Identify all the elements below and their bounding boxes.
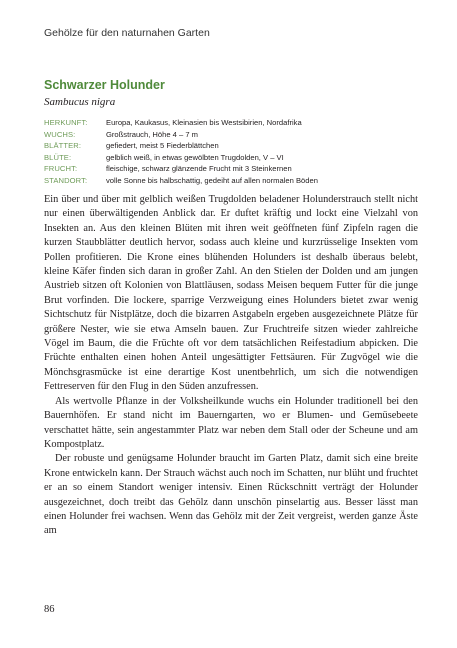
- body-text: [44, 193, 418, 539]
- paragraph: Der robuste und genügsame Holunder braucht im Garten Platz, damit sich eine breite Krone entwickeln kann. Der Strauch wächst auch noch im Schatten, nur blüht und fruchtet er an so einem Standort weniger intensiv. Einen Rückschnitt verträgt der Holunder ausgezeichnet, doch treibt das Gehölz dann unschön pinselartig aus. Besser lässt man einen Holunder frei wachsen. Wenn das Gehölz mit der Zeit vergreist, werden ganze Äste am: [44, 453, 418, 537]
- fact-table: [44, 117, 424, 186]
- fact-row-bluete: [44, 152, 424, 164]
- fact-label: STANDORT:: [44, 175, 88, 185]
- fact-label: WUCHS:: [44, 129, 76, 139]
- fact-label: BLÄTTER:: [44, 141, 82, 150]
- fact-value: fleischige, schwarz glänzende Frucht mit 3 Steinkernen: [106, 164, 292, 173]
- plant-title: Schwarzer Holunder: [44, 78, 165, 92]
- fact-row-frucht: [44, 163, 424, 175]
- paragraph: Als wertvolle Pflanze in der Volksheilkunde wuchs ein Holunder traditionell bei den Bauernhöfen. Er stand nicht im Bauerngarten, wo er Blumen- und Gemüsebeete verschattet hätte, sein angestammter Platz war neben dem Stall oder der Scheune und am Kompostplatz.: [44, 395, 418, 450]
- fact-value: gelblich weiß, in etwas gewölbten Trugdolden, V – VI: [106, 152, 284, 162]
- latin-name: Sambucus nigra: [44, 96, 116, 108]
- fact-row-herkunft: [44, 117, 424, 129]
- fact-row-blaetter: [44, 140, 424, 152]
- fact-label: BLÜTE:: [44, 152, 72, 162]
- running-head: Gehölze für den naturnahen Garten: [44, 27, 210, 39]
- fact-row-wuchs: [44, 129, 424, 141]
- fact-value: volle Sonne bis halbschattig, gedeiht auf allen normalen Böden: [106, 175, 318, 185]
- fact-label: HERKUNFT:: [44, 118, 88, 127]
- page-number: 86: [44, 604, 55, 615]
- paragraph: Ein über und über mit gelblich weißen Trugdolden beladener Holunderstrauch stellt nicht nur einen überwältigenden Anblick dar. Er duftet kräftig und lockt eine Vielzahl von Insekten an. Aus den kleinen Blüten mit ihren weit geöffneten fünf Zipfeln ragen die kurzen Staubblätter deutlich hervor, sodass auch kleine und kurzrüsselige Insekten vom Pollen profitieren. Die Krone eines blühenden Holunders ist deshalb überaus belebt, kleine Käfer finden sich daran in großer Zahl. An den Stielen der Dolden und am jungen Austrieb sitzen oft Kolonien von Blattläusen, sodass Meisen bequem Futter für die junge Brut vorfinden. Die lockere, sparrige Verzweigung eines Holunders bietet zwar wenig Sichtschutz für Nistplätze, doch die bizarren Astgabeln ergeben ausgezeichnete Plätze für größere Nester, wie sie etwa Amseln bauen. Zur Fruchtreife sitzen wieder zahlreiche Vögel im Baum, die die Früchte oft vor dem tatsächlichen Reifestadium abpicken. Die Früchte enthalten einen hohen Anteil ungesättigter Fettsäuren. Für Zugvögel wie die Mönchsgrasmücke ist eine derartige Kost unentbehrlich, um sich die notwendigen Fettreserven für den Flug in den Süden anzufressen.: [44, 194, 418, 393]
- fact-label: FRUCHT:: [44, 164, 78, 173]
- fact-value: Großstrauch, Höhe 4 – 7 m: [106, 129, 199, 139]
- fact-value: gefiedert, meist 5 Fiederblättchen: [106, 141, 219, 150]
- fact-row-standort: [44, 175, 424, 187]
- fact-value: Europa, Kaukasus, Kleinasien bis Westsibirien, Nordafrika: [106, 118, 302, 127]
